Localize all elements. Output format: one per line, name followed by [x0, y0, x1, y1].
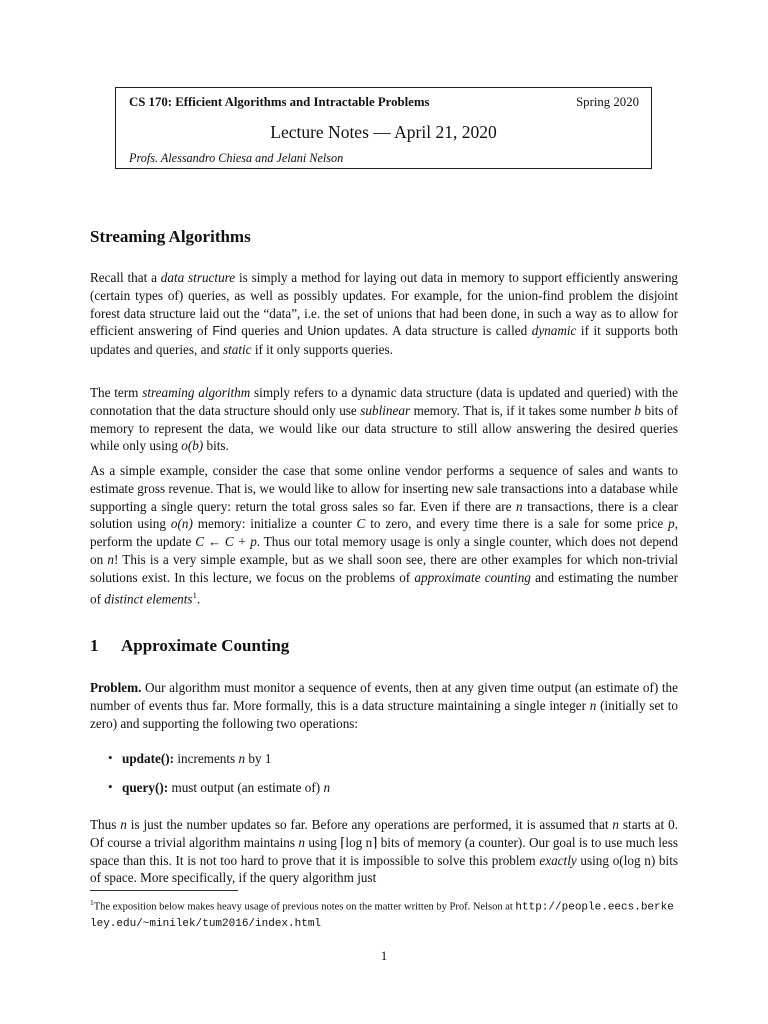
header-box — [115, 87, 652, 169]
section-title-approximate-counting: 1 Approximate Counting — [90, 636, 290, 655]
list-item: • update(): increments n by 1 — [108, 750, 272, 766]
footnote-rule — [90, 890, 238, 891]
section-title-streaming: Streaming Algorithms — [90, 227, 251, 246]
course-title: CS 170: Efficient Algorithms and Intractable Problems — [129, 95, 430, 109]
footnote-ref: 1 — [192, 589, 197, 600]
list-item: • query(): must output (an estimate of) n — [108, 779, 331, 795]
footnote-link[interactable]: http://people.eecs.berkeley.edu/~minilek/tum2016/index.html — [90, 901, 674, 930]
paragraph-trivial-algorithm: Thus n is just the number updates so far. Before any operations are performed, it is assumed that n starts at 0. Of course a trivial algorithm maintains n using ⌈log n⌉ bits of memory (a counter). Our goal is to use much less space than this. It is not too hard to prove that it is impossible to solve this problem exactly using o(log n) bits of space. More specifically, if the query algorithm just — [90, 817, 679, 886]
find-op-label: Find — [212, 324, 237, 339]
operations-list — [108, 751, 668, 809]
lecture-title: Lecture Notes — April 21, 2020 — [270, 122, 497, 142]
union-op-label: Union — [307, 324, 341, 339]
paragraph-streaming-definition: The term streaming algorithm simply refers to a dynamic data structure (data is updated and queried) with the connotation that the data structure should only use sublinear memory. That is, if it takes some number b bits of memory to represent the data, we would like our data structure to still allow answering the desired queries while only using o(b) bits. — [90, 385, 679, 454]
term-label: Spring 2020 — [576, 95, 639, 109]
professors-line: Profs. Alessandro Chiesa and Jelani Nelson — [129, 151, 344, 165]
paragraph-data-structures: Recall that a data structure is simply a method for laying out data in memory to support efficiently answering (certain types of) queries, as well as possibly updates. For example, for the union-find problem the disjoint forest data structure laid out the “data”, i.e. the set of unions that had been done, in such a way as to allow for efficient answering of Find queries and Union updates. A data structure is called dynamic if it supports both updates and queries, and static if it only supports queries. — [90, 270, 679, 358]
paragraph-simple-example: As a simple example, consider the case that some online vendor performs a sequence of sales and wants to estimate gross revenue. That is, we would like to allow for inserting new sale transactions into a database while supporting a single query: return the total gross sales so far. Even if there are n transactions, there is a clear solution using o(n) memory: initialize a counter C to zero, and every time there is a sale for some price p, perform the update C ← C + p. Thus our total memory usage is only a single counter, which does not depend on n! This is a very simple example, but as we shall soon see, there are other examples for which non-trivial solutions exist. In this lecture, we focus on the problems of approximate counting and estimating the number of distinct elements$^1$. — [90, 463, 679, 606]
footnote: $^1$The exposition below makes heavy usage of previous notes on the matter written by Prof. Nelson at http://people.eecs.berkeley.edu/~minilek/tum2016/index.html — [90, 898, 674, 930]
page-number: 1 — [380, 948, 388, 963]
paragraph-problem: Problem. Our algorithm must monitor a sequence of events, then at any given time output (an estimate of) the number of events thus far. More formally, this is a data structure maintaining a single integer n (initially set to zero) and supporting the following two operations: — [90, 680, 678, 731]
